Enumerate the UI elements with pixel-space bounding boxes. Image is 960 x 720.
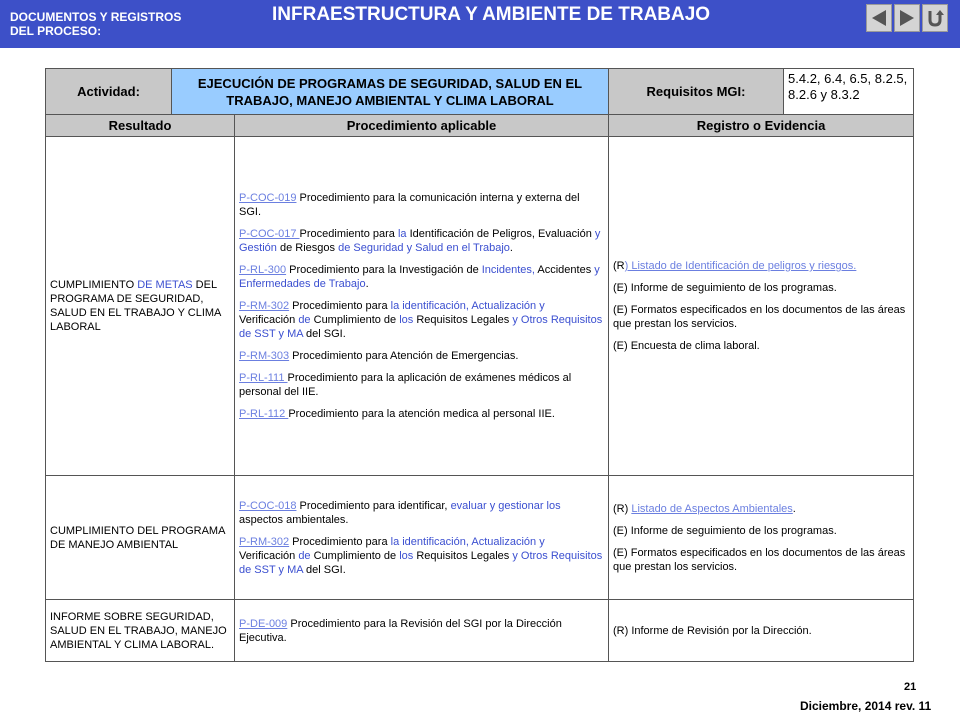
procedure-link[interactable]: P-RL-112 [239,408,289,420]
registro-item: (E) Formatos especificados en los documentos de las áreas que prestan los servicios. [613,304,906,330]
procedure-link[interactable]: P-RM-303 [239,350,290,362]
col-header-procedimiento: Procedimiento aplicable [235,115,609,137]
registro-cell [609,476,914,600]
registro-link[interactable]: ) Listado de Identificación de peligros y riesgos. [624,260,857,272]
resultado-cell: INFORME SOBRE SEGURIDAD, SALUD EN EL TRABAJO, MANEJO AMBIENTAL Y CLIMA LABORAL. [46,600,235,662]
procedure-item: P-COC-018 Procedimiento para identificar, evaluar y gestionar los aspectos ambientales. [239,499,561,526]
procedure-link[interactable]: P-COC-017 [239,228,300,240]
registro-item: (E) Informe de seguimiento de los programas. [613,282,837,294]
section-label-line1: DOCUMENTOS Y REGISTROS [10,10,182,24]
procedure-link[interactable]: P-RM-302 [239,535,290,548]
procedimiento-cell [235,137,609,476]
arrow-left-icon [869,8,889,28]
procedimiento-cell [235,600,609,662]
footer-date-rev: Diciembre, 2014 rev. 11 [800,699,932,713]
requisitos-label: Requisitos MGI: [609,69,784,115]
requisitos-value: 5.4.2, 6.4, 6.5, 8.2.5, 8.2.6 y 8.3.2 [784,69,914,115]
col-header-registro: Registro o Evidencia [609,115,914,137]
procedure-item: P-RL-300 Procedimiento para la Investigación de Incidentes, Accidentes y Enfermedades de Trabajo. [239,264,600,290]
procedimiento-cell [235,476,609,600]
procedure-link[interactable]: P-RL-111 [239,372,288,384]
procedure-item: P-RL-111 Procedimiento para la aplicación de exámenes médicos al personal del IIE. [239,372,572,398]
page-title: INFRAESTRUCTURA Y AMBIENTE DE TRABAJO [272,4,711,25]
resultado-cell: CUMPLIMIENTO DEL PROGRAMA DE MANEJO AMBIENTAL [46,476,235,600]
registro-link[interactable]: Listado de Aspectos Ambientales [631,502,793,515]
procedure-link[interactable]: P-DE-009 [239,617,288,630]
procedure-link[interactable]: P-COC-018 [239,499,297,512]
section-label [10,10,181,38]
col-header-resultado: Resultado [46,115,235,137]
return-icon [925,8,945,28]
process-table [45,68,914,662]
actividad-label: Actividad: [46,69,172,115]
header-bar [0,0,960,48]
prev-button[interactable] [866,4,892,32]
registro-item: (R) Listado de Aspectos Ambientales. [613,502,796,515]
registro-item: (R) Informe de Revisión por la Dirección. [613,624,812,637]
procedure-link[interactable]: P-COC-019 [239,192,297,204]
table-row [46,137,914,476]
resultado-cell: CUMPLIMIENTO DE METAS DEL PROGRAMA DE SEGURIDAD, SALUD EN EL TRABAJO Y CLIMA LABORAL [46,137,235,476]
registro-item: (E) Formatos especificados en los documentos de las áreas que prestan los servicios. [613,546,906,573]
registro-item: (R) Listado de Identificación de peligros y riesgos. [613,260,857,272]
registro-item: (E) Informe de seguimiento de los programas. [613,524,837,537]
procedure-item: P-RM-302 Procedimiento para la identificación, Actualización y Verificación de Cumplimiento de los Requisitos Legales y Otros Requisitos de SST y MA del SGI. [239,300,603,340]
return-button[interactable] [922,4,948,32]
procedure-item: P-RL-112 Procedimiento para la atención medica al personal IIE. [239,408,555,420]
procedure-item: P-DE-009 Procedimiento para la Revisión del SGI por la Dirección Ejecutiva. [239,617,562,644]
table-row [46,600,914,662]
procedure-link[interactable]: P-RL-300 [239,264,287,276]
procedure-item: P-COC-017 Procedimiento para la Identificación de Peligros, Evaluación y Gestión de Riesgos de Seguridad y Salud en el Trabajo. [239,228,601,254]
table-row [46,476,914,600]
procedure-item: P-COC-019 Procedimiento para la comunicación interna y externa del SGI. [239,192,580,218]
arrow-right-icon [897,8,917,28]
procedure-item: P-RM-302 Procedimiento para la identificación, Actualización y Verificación de Cumplimiento de los Requisitos Legales y Otros Requisitos de SST y MA del SGI. [239,535,603,576]
procedure-link[interactable]: P-RM-302 [239,300,290,312]
section-label-line2: DEL PROCESO: [10,24,102,38]
page-number: 21 [904,681,917,693]
registro-cell [609,600,914,662]
next-button[interactable] [894,4,920,32]
actividad-value: EJECUCIÓN DE PROGRAMAS DE SEGURIDAD, SALUD EN EL TRABAJO, MANEJO AMBIENTAL Y CLIMA LABORAL [172,69,609,115]
registro-cell [609,137,914,476]
procedure-item: P-RM-303 Procedimiento para Atención de Emergencias. [239,350,519,362]
column-header-row [46,115,914,137]
registro-item: (E) Encuesta de clima laboral. [613,340,760,352]
nav-buttons [866,4,948,34]
activity-row [46,69,914,115]
